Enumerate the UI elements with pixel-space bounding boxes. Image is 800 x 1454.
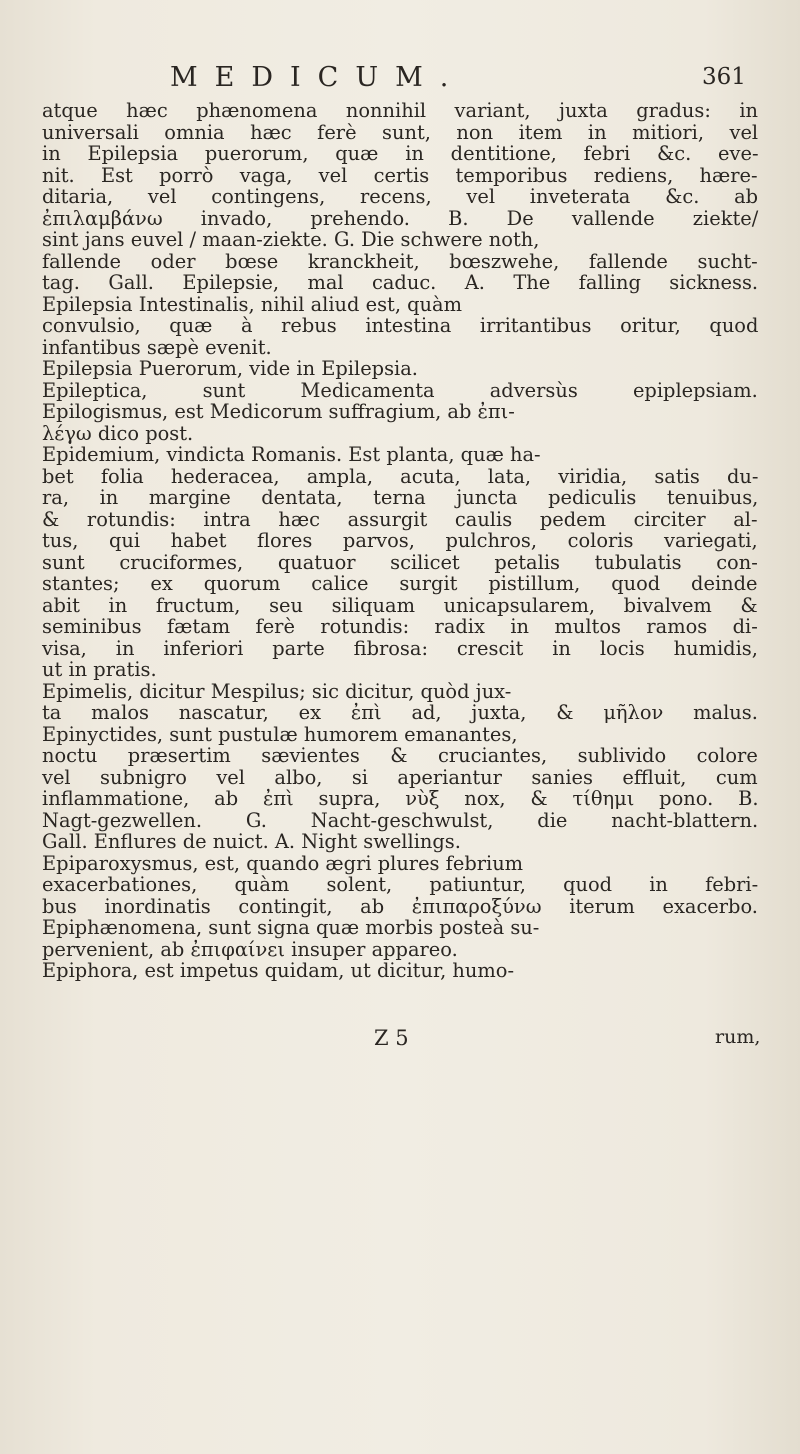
text-line: Epileptica, sunt Medicamenta adversùs epiplepsiam. — [42, 378, 758, 402]
text-line: ta malos nascatur, ex ἐπὶ ad, juxta, & μῆλον malus. — [42, 701, 758, 724]
text-line: Epilepsia Intestinalis, nihil aliud est, quàm — [42, 292, 462, 316]
text-line: ditaria, vel contingens, recens, vel inveterata &c. ab — [42, 185, 759, 208]
text-line: inflammatione, ab ἐπὶ supra, νὺξ nox, & τίθημι pono. B. — [42, 787, 759, 810]
text-line: vel subnigro vel albo, si aperiantur sanies effluit, cum — [42, 765, 758, 789]
text-line: Epiphænomena, sunt signa quæ morbis posteà su- — [42, 916, 540, 939]
text-line: & rotundis: intra hæc assurgit caulis pedem circiter al- — [42, 507, 758, 531]
text-line: seminibus fætam ferè rotundis: radix in multos ramos di- — [42, 615, 758, 638]
text-line: Epilogismus, est Medicorum suffragium, ab ἐπι- — [42, 400, 515, 423]
text-line: ut in pratis. — [42, 658, 157, 681]
text-line: in Epilepsia puerorum, quæ in dentitione, febri &c. eve- — [42, 142, 759, 165]
text-line: Epidemium, vindicta Romanis. Est planta, quæ ha- — [42, 443, 541, 466]
signature-mark: Z 5 — [374, 1026, 409, 1050]
text-line: Gall. Enflures de nuict. A. Night swellings. — [42, 830, 461, 853]
text-line: nit. Est porrò vaga, vel certis temporibus rediens, hære- — [42, 163, 758, 187]
text-line: sint jans euvel / maan-ziekte. G. Die schwere noth, — [42, 228, 540, 251]
text-line: visa, in inferiori parte fibrosa: crescit in locis humidis, — [42, 636, 758, 660]
page-footer — [0, 1026, 800, 1050]
text-line: Epiphora, est impetus quidam, ut dicitur, humo- — [42, 959, 515, 982]
text-line: infantibus sæpè evenit. — [42, 335, 272, 359]
catchword: rum, — [715, 1026, 761, 1048]
page-number: 361 — [702, 64, 746, 90]
text-line: stantes; ex quorum calice surgit pistillum, quod deinde — [42, 572, 758, 595]
text-line: noctu præsertim sævientes & cruciantes, sublivido colore — [42, 744, 758, 767]
text-line: bet folia hederacea, ampla, acuta, lata, viridia, satis du- — [42, 464, 759, 488]
text-line: pervenient, ab ἐπιφαίνει insuper appareo. — [42, 937, 458, 961]
text-line: convulsio, quæ à rebus intestina irritantibus oritur, quod — [42, 314, 759, 337]
text-line: abit in fructum, seu siliquam unicapsularem, bivalvem & — [42, 593, 758, 617]
text-line: exacerbationes, quàm solent, patiuntur, quod in febri- — [42, 873, 759, 896]
dictionary-entries — [42, 100, 758, 982]
text-line: ra, in margine dentata, terna juncta pediculis tenuibus, — [42, 486, 759, 509]
text-line: universali omnia hæc ferè sunt, non item in mitiori, vel — [42, 120, 759, 144]
text-line: fallende oder bœse kranckheit, bœszwehe, fallende sucht- — [42, 249, 758, 273]
text-line: tag. Gall. Epilepsie, mal caduc. A. The falling sickness. — [42, 271, 759, 294]
text-line: bus inordinatis contingit, ab ἐπιπαροξύνω iterum exacerbo. — [42, 894, 758, 918]
text-line: atque hæc phænomena nonnihil variant, juxta gradus: in — [42, 99, 759, 122]
text-line: Epiparoxysmus, est, quando ægri plures febrium — [42, 851, 524, 875]
text-line: Nagt-gezwellen. G. Nacht-geschwulst, die nacht-blattern. — [42, 808, 759, 832]
running-title: MEDICUM. — [170, 62, 466, 93]
text-line: ἐπιλαμβάνω invado, prehendo. B. De vallende ziekte/ — [42, 206, 759, 230]
text-line: tus, qui habet flores parvos, pulchros, coloris variegati, — [42, 529, 758, 552]
text-line: λέγω dico post. — [42, 421, 194, 445]
text-line: Epinyctides, sunt pustulæ humorem emanantes, — [42, 722, 518, 746]
text-line: sunt cruciformes, quatuor scilicet petalis tubulatis con- — [42, 550, 758, 574]
text-line: Epimelis, dicitur Mespilus; sic dicitur, quòd jux- — [42, 679, 512, 703]
text-line: Epilepsia Puerorum, vide in Epilepsia. — [42, 357, 418, 380]
page-header — [0, 62, 800, 102]
